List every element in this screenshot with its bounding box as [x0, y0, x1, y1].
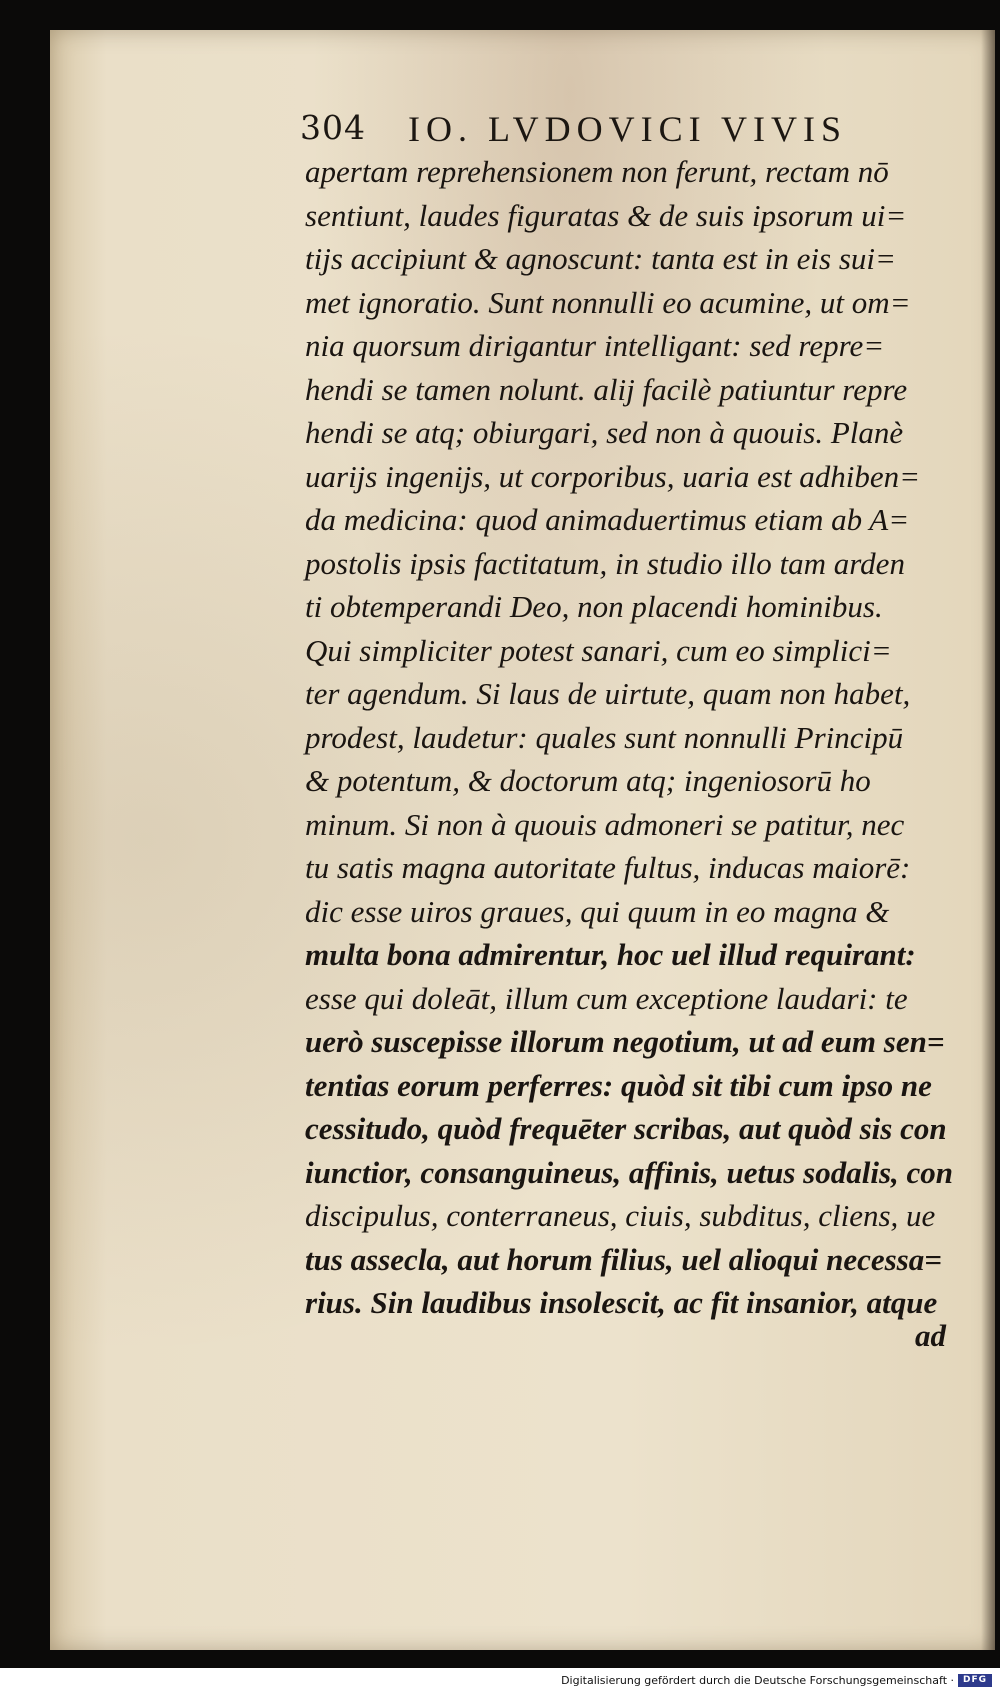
text-line: ter agendum. Si laus de uirtute, quam non habet, [305, 676, 911, 711]
text-line: postolis ipsis factitatum, in studio illo tam arden [305, 545, 905, 581]
dfg-logo-icon: DFG [958, 1674, 992, 1687]
running-head [300, 108, 920, 148]
text-line: hendi se tamen nolunt. alij facilè patiuntur repre [305, 371, 908, 407]
text-line: uerò suscepisse illorum negotium, ut ad eum sen= [305, 1024, 945, 1059]
text-line: apertam reprehensionem non ferunt, rectam nō [305, 154, 889, 189]
text-line: iunctior, consanguineus, affinis, uetus sodalis, con [305, 1154, 954, 1190]
text-line: da medicina: quod animaduertimus etiam ab A= [305, 502, 910, 537]
text-line: prodest, laudetur: quales sunt nonnulli Principū [305, 719, 904, 755]
running-title: IO. LVDOVICI VIVIS [408, 109, 847, 149]
text-line: met ignoratio. Sunt nonnulli eo acumine, ut om= [305, 284, 911, 320]
catchword: ad [915, 1318, 946, 1353]
text-line: rius. Sin laudibus insolescit, ac fit insanior, atque [305, 1285, 938, 1320]
page-edge-shadow [981, 30, 995, 1650]
text-line: multa bona admirentur, hoc uel illud requirant: [305, 937, 916, 972]
text-line: esse qui doleāt, illum cum exceptione laudari: te [305, 980, 908, 1016]
body-text [305, 150, 954, 1325]
text-line: ti obtemperandi Deo, non placendi hominibus. [305, 589, 883, 624]
text-line: Qui simpliciter potest sanari, cum eo simplici= [305, 632, 892, 668]
text-line: nia quorsum dirigantur intelligant: sed repre= [305, 328, 885, 363]
text-line: tijs accipiunt & agnoscunt: tanta est in eis sui= [305, 241, 896, 276]
text-line: tu satis magna autoritate fultus, inducas maiorē: [305, 850, 911, 885]
text-line: hendi se atq; obiurgari, sed non à quouis. Planè [305, 415, 904, 450]
text-line: tus assecla, aut horum filius, uel alioqui necessa= [305, 1241, 942, 1277]
footer-bar [0, 1668, 1000, 1694]
page-number: 304 [300, 108, 366, 147]
text-line: cessitudo, quòd frequēter scribas, aut quòd sis con [305, 1111, 947, 1146]
text-line: discipulus, conterraneus, ciuis, subditus, cliens, ue [305, 1198, 936, 1233]
funding-credit: Digitalisierung gefördert durch die Deutsche Forschungsgemeinschaft · [561, 1674, 954, 1687]
text-line: dic esse uiros graues, qui quum in eo magna & [305, 893, 890, 929]
text-line: & potentum, & doctorum atq; ingeniosorū ho [305, 763, 871, 798]
text-line: uarijs ingenijs, ut corporibus, uaria est adhiben= [305, 458, 921, 494]
text-line: minum. Si non à quouis admoneri se patitur, nec [305, 806, 905, 842]
text-line: tentias eorum perferres: quòd sit tibi cum ipso ne [305, 1067, 932, 1103]
text-line: sentiunt, laudes figuratas & de suis ipsorum ui= [305, 197, 907, 233]
